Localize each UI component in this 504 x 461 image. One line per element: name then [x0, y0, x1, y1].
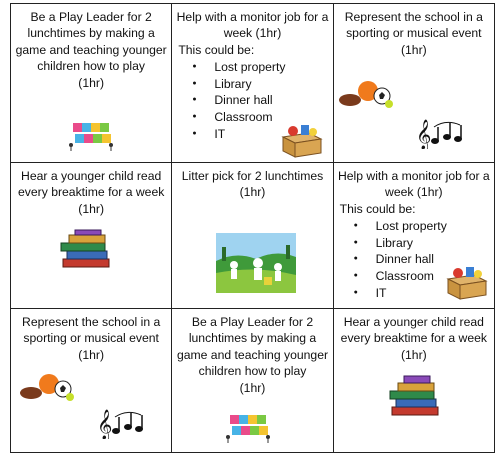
list-item: ● IT: [364, 285, 490, 302]
card-text: Represent the school in a sporting or musical event: [22, 315, 161, 346]
playtime-blocks-icon: [226, 413, 270, 443]
list-item: ● Classroom: [364, 268, 490, 285]
card-represent-school: [333, 4, 494, 163]
list-item: ● Lost property: [364, 218, 490, 235]
list-intro: This could be:: [178, 42, 255, 57]
list-item: ● Library: [364, 235, 490, 252]
book-stack-icon: [57, 229, 115, 269]
card-hours: (1hr): [400, 42, 427, 57]
card-text: Hear a younger child read every breaktime for a week: [340, 315, 487, 346]
music-notes-icon: [416, 117, 468, 149]
list-item: ● Lost property: [202, 59, 328, 76]
card-monitor-job: [172, 4, 333, 163]
list-intro: This could be:: [339, 201, 416, 216]
card-hours: (1hr): [78, 75, 105, 90]
sports-balls-icon: [19, 371, 75, 403]
list-item: ● Classroom: [202, 109, 328, 126]
svg-text:𝄞: 𝄞: [97, 410, 113, 439]
playtime-blocks-icon: [69, 121, 113, 151]
card-monitor-job: [333, 163, 494, 309]
svg-text:𝄞: 𝄞: [415, 120, 432, 149]
list-item: ● IT: [202, 126, 328, 143]
card-text: Be a Play Leader for 2 lunchtimes by making a game and teaching younger children how to play: [15, 10, 167, 74]
card-text: Be a Play Leader for 2 lunchtimes by making a game and teaching younger children how to play: [176, 315, 329, 379]
card-text: Litter pick for 2 lunchtimes: [181, 169, 324, 183]
card-text: Hear a younger child read every breaktime for a week: [18, 169, 165, 200]
lost-property-box-icon: [279, 123, 325, 159]
list-item: ● Dinner hall: [202, 92, 328, 109]
card-play-leader: [172, 309, 333, 453]
card-hours: (1hr): [400, 347, 427, 362]
list-item: ● Library: [202, 76, 328, 93]
card-hours: (1hr): [78, 347, 105, 362]
sports-balls-icon: [338, 78, 394, 110]
card-hear-reading: [11, 163, 172, 309]
card-play-leader: [11, 4, 172, 163]
card-text: Help with a monitor job for a week (1hr): [337, 169, 490, 200]
list-item: ● Dinner hall: [364, 251, 490, 268]
card-text: Help with a monitor job for a week (1hr): [176, 10, 329, 41]
card-hear-reading: [333, 309, 494, 453]
card-hours: (1hr): [239, 380, 266, 395]
card-represent-school: [11, 309, 172, 453]
card-text: Represent the school in a sporting or musical event: [344, 10, 483, 41]
book-stack-icon: [386, 373, 444, 417]
card-hours: (1hr): [78, 201, 105, 216]
music-notes-icon: [97, 407, 149, 439]
litter-pick-picture: [216, 233, 296, 293]
card-litter-pick: [172, 163, 333, 309]
card-hours: (1hr): [239, 185, 266, 200]
activity-grid: [10, 3, 495, 453]
lost-property-box-icon: [444, 265, 490, 301]
